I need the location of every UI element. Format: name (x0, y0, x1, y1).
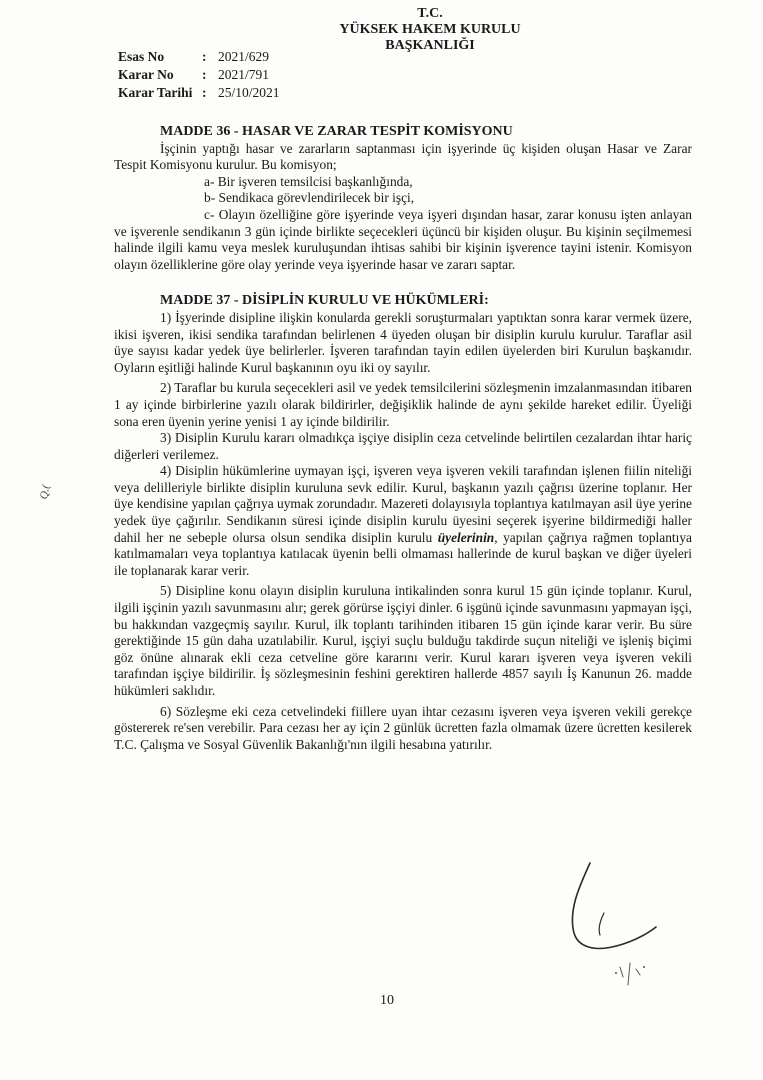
meta-value: 2021/791 (218, 67, 270, 82)
article-36-intro: İşçinin yaptığı hasar ve zararların saptanması için işyerinde üç kişiden oluşan Hasar ve Zarar Tespit Komisyonu kurulur. Bu komisyon; (114, 140, 692, 173)
article-36-item-c: c- Olayın özelliğine göre işyerinde veya işyeri dışından hasar, zarar konusu işten anlayan ve işverenle sendikanın 3 gün içinde birlikte seçecekleri üçüncü bir kişiden oluşur. Bu kişinin seçilmemesi halinde ilgili kamu veya meslek kuruluşundan ihtisas sahibi bir kişinin işverence tayini istenir. Komisyon olayın özelliklerine göre olay yerinde veya işyerinde hasar ve zararı saptar. (114, 206, 692, 272)
article-37-para-5: 5) Disipline konu olayın disiplin kuruluna intikalinden sonra kurul 15 gün içinde toplanır. Kurul, ilgili işçinin yazılı savunmasını alır; gerek görürse işçiyi dinler. 6 işgünü içinde savunmasını yapmayan işçi, bu hakkından vazgeçmiş sayılır. Kurul, ilk toplantı tarihinden itibaren 15 gün içinde karar verir. Bu süre gerektiğinde 15 gün daha uzatılabilir. Kurul, işçiyi suçlu bulduğu takdirde suçun niteliği ve işleniş biçimi göz önüne alınarak ekli ceza cetveline göre kararını verir. Kurul kararı işveren veya işveren vekili tarafından işçiye bildirilir. İş sözleşmesinin feshini gerektiren hallerde 4857 sayılı İş Kanunun 26. madde hükümleri saklıdır. (114, 583, 692, 698)
case-metadata (118, 48, 280, 102)
document-header (300, 6, 560, 54)
header-tc: T.C. (417, 6, 443, 21)
margin-handwritten-note: Q.( (38, 483, 53, 501)
header-institution: YÜKSEK HAKEM KURULU (339, 22, 521, 37)
meta-row-karar (118, 66, 280, 84)
page-number: 10 (380, 993, 394, 1008)
meta-value: 2021/629 (218, 49, 270, 64)
meta-sep: : (202, 49, 207, 64)
article-37-para-3: 3) Disiplin Kurulu kararı olmadıkça işçiye disiplin ceza cetvelinde belirtilen cezalardan ihtar hariç diğerleri verilemez. (114, 430, 692, 462)
meta-key: Karar No (118, 67, 174, 82)
meta-sep: : (202, 85, 207, 100)
meta-value: 25/10/2021 (218, 85, 280, 100)
header-department: BAŞKANLIĞI (385, 38, 475, 53)
meta-row-esas (118, 48, 280, 66)
article-37-title: MADDE 37 - DİSİPLİN KURULU VE HÜKÜMLERİ: (160, 293, 489, 309)
para-4-text-a: 4) Disiplin hükümlerine uymayan işçi, işveren veya işveren vekili tarafından işlenen fiilin niteliği veya delilleriyle birlikte disiplin kuruluna sevk edilir. Kurul, başkanın yazılı çağrısı üzerine toplanır. Her üye kendisine yapılan çağrıya uymak zorundadır. Mazereti dolayısıyla toplantıya katılmayan asil üye yerine yedek üye çağırılır. Sendikanın süresi içinde disiplin kurulu üyesini seçerek işyerine bildirmediği haller dahil her ne sebeple olursa olsun sendika disiplin kurulu (114, 463, 692, 545)
document-body (114, 124, 692, 753)
article-37-para-4 (114, 463, 692, 579)
meta-key: Esas No (118, 49, 165, 64)
meta-sep: : (202, 67, 207, 82)
article-36-title: MADDE 36 - HASAR VE ZARAR TESPİT KOMİSYONU (160, 124, 513, 139)
meta-key: Karar Tarihi (118, 85, 193, 100)
para-4-text-b: , yapılan çağrıya rağmen toplantıya katılmamaları veya toplantıya katılacak üyenin belli olmaması hallerinde de kurul başkan ve diğer üyeleri ile toplanarak karar verir. (114, 529, 692, 578)
signature-mark (560, 855, 680, 995)
article-37-para-6: 6) Sözleşme eki ceza cetvelindeki fiillere uyan ihtar cezasını işveren veya işveren vekili gerekçe göstererek re'sen verebilir. Para cezası her ay için 2 günlük ücretten fazla olmamak üzere ücretten kesilerek T.C. Çalışma ve Sosyal Güvenlik Bakanlığı'nın ilgili hesabına yatırılır. (114, 703, 692, 752)
para-4-emphasis: üyelerinin (437, 529, 495, 545)
article-36-item-a: a- Bir işveren temsilcisi başkanlığında, (204, 173, 413, 189)
article-37-para-2: 2) Taraflar bu kurula seçecekleri asil ve yedek temsilcilerini sözleşmenin imzalanmasından itibaren 1 ay içinde birbirlerine yazılı olarak bildirirler, değişiklik halinde de aynı şekilde hareket edilir. Üyeliği sona eren üyenin yerine yenisi 1 ay içinde bildirilir. (114, 380, 692, 429)
meta-row-tarih (118, 84, 280, 102)
article-37-para-1: 1) İşyerinde disipline ilişkin konularda gerekli soruşturmaları yaptıktan sonra karar vermek üzere, ikisi işveren, ikisi sendika tarafından belirlenen 4 üyeden oluşan bir disiplin kurulu kurulur. Taraflar asil üye sayısı kadar yedek üye belirlerler. İşveren tarafından tayin edilen üyelerden biri Kurulun başkanıdır. Oyların eşitliği halinde Kurul başkanının oyu iki oy sayılır. (114, 309, 692, 375)
article-36-item-b: b- Sendikaca görevlendirilecek bir işçi, (204, 190, 415, 206)
